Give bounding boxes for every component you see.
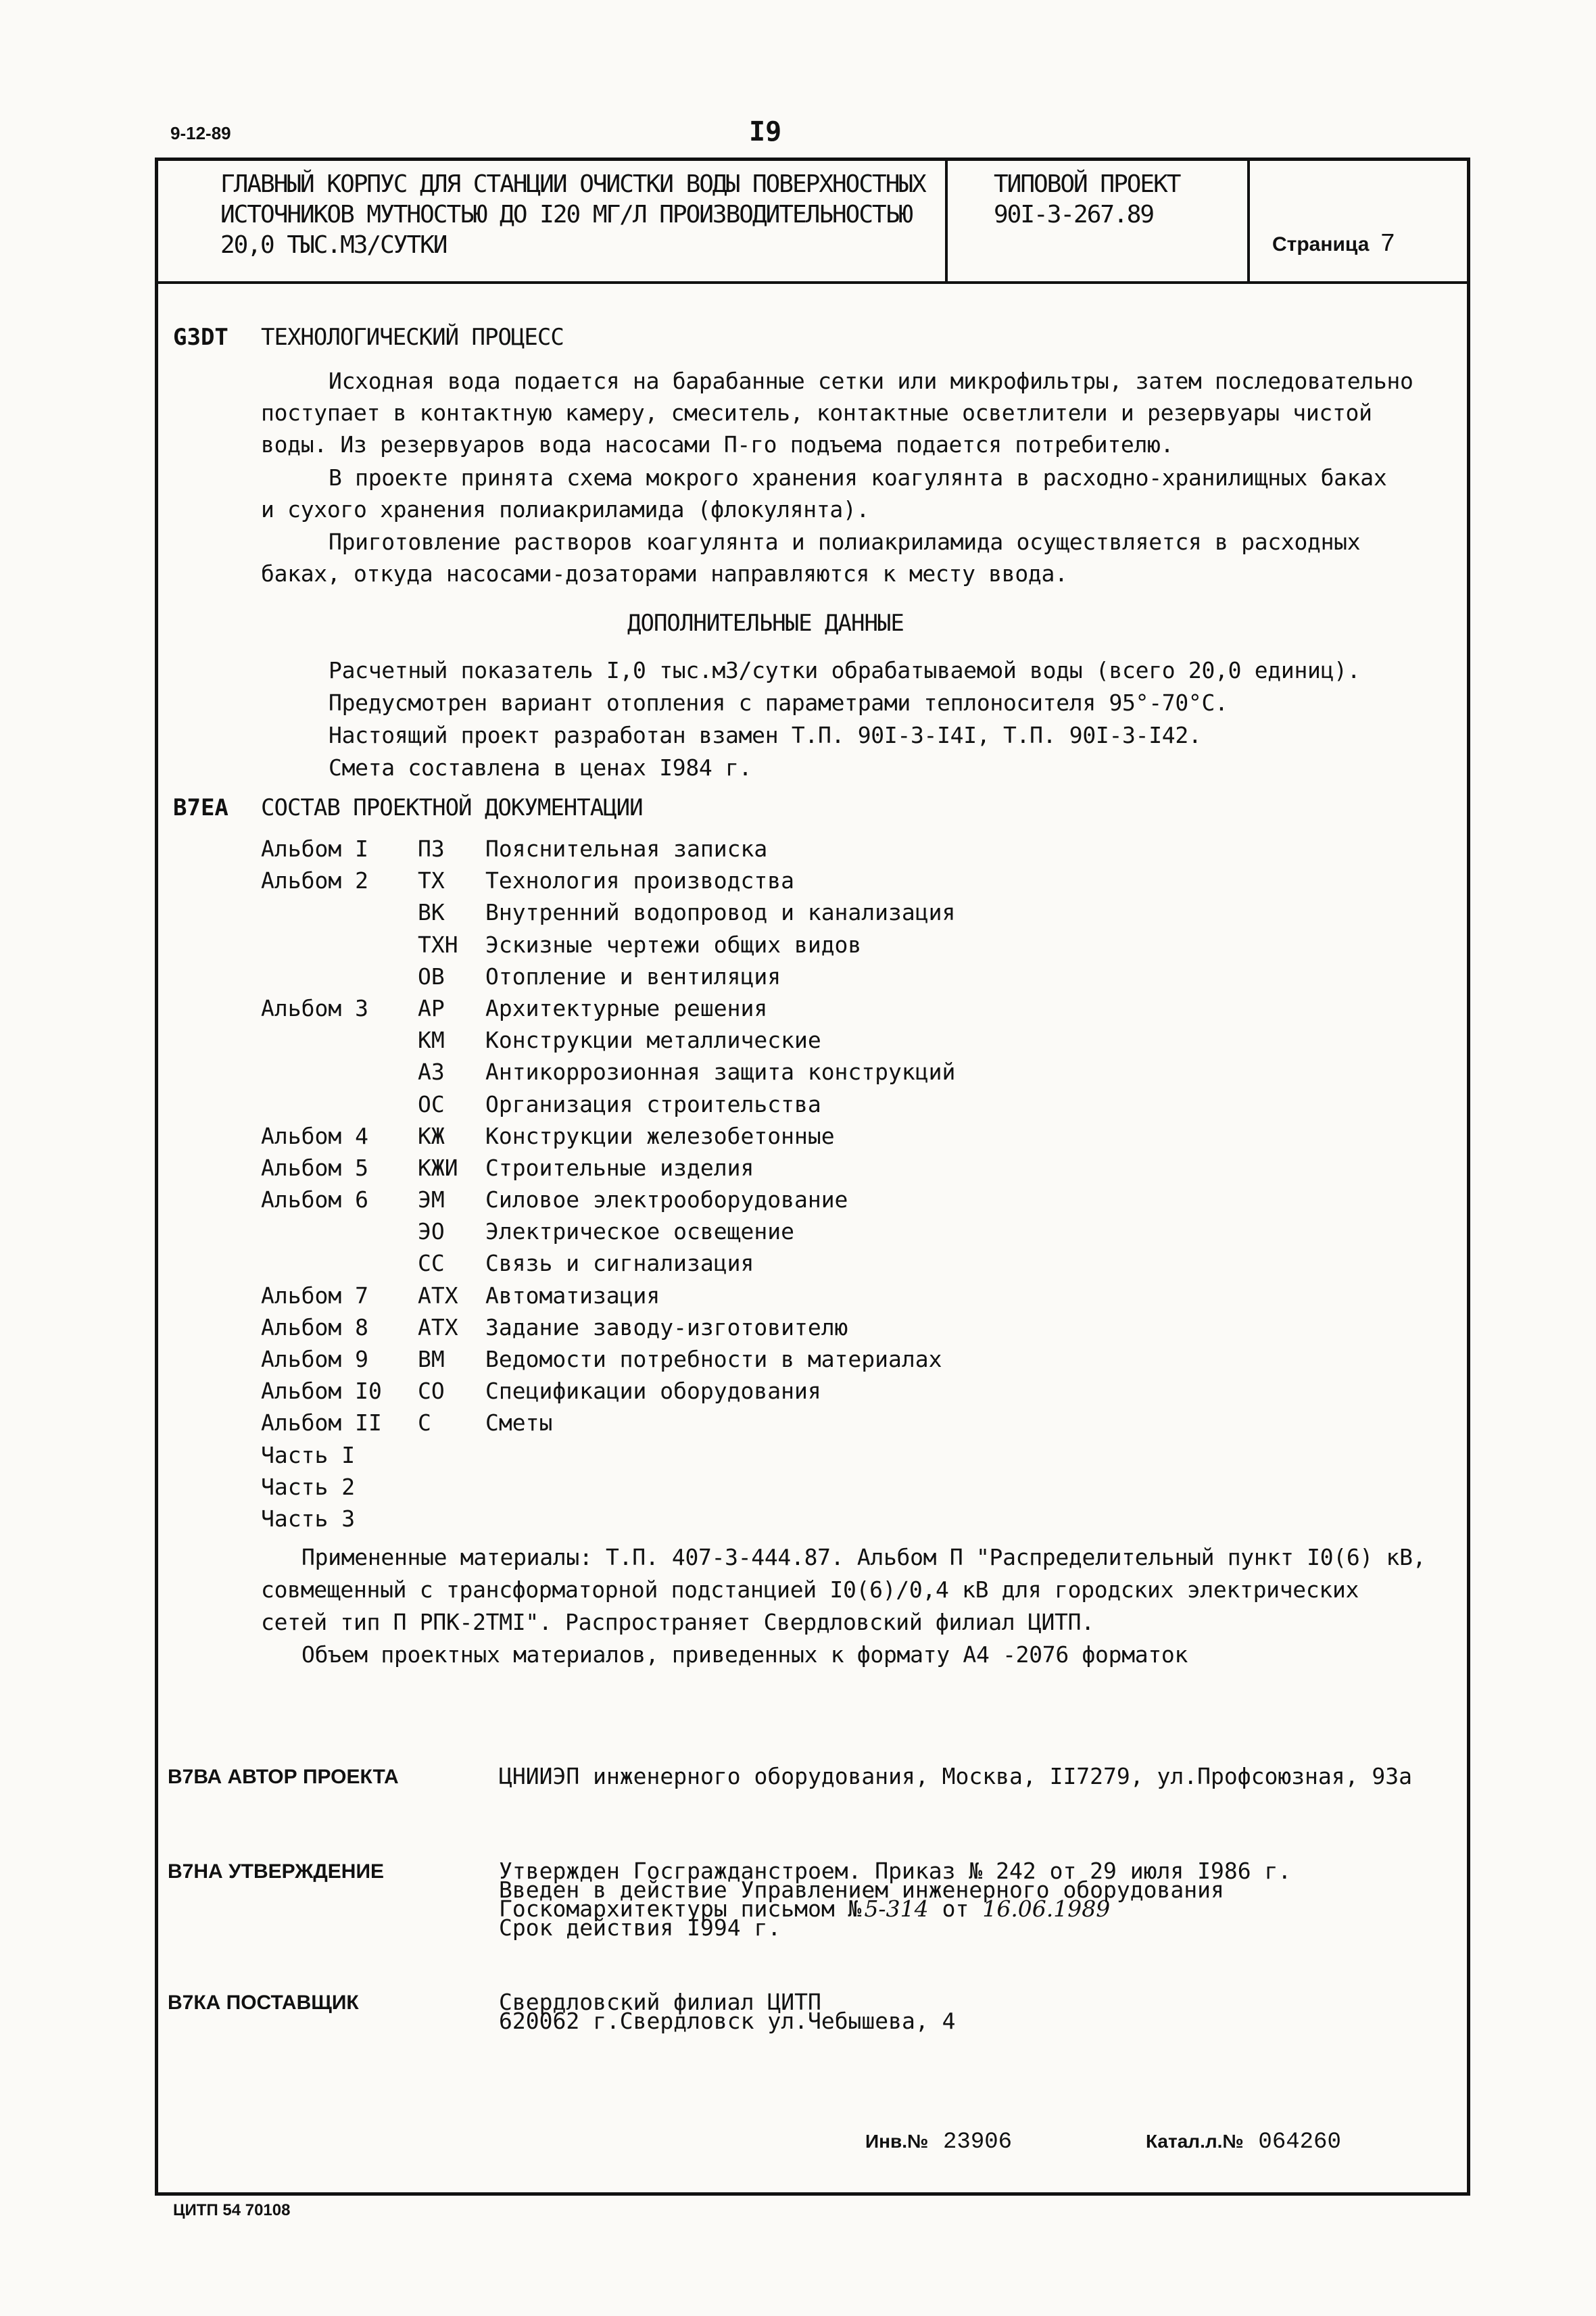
author-value: ЦНИИЭП инженерного оборудования, Москва, II7279, ул.Профсоюзная, 93а (499, 1763, 1413, 1789)
header-column-divider (945, 158, 948, 281)
sheet-number: I9 (749, 116, 782, 147)
paragraph-line: Исходная вода подается на барабанные сетки или микрофильтры, затем последовательно (329, 368, 1413, 394)
supplier-value: Свердловский филиал ЦИТП 620062 г.Свердловск ул.Чебышева, 4 (499, 1989, 956, 2034)
section-title-docs: СОСТАВ ПРОЕКТНОЙ ДОКУМЕНТАЦИИ (261, 794, 643, 821)
project-number: 90I-3-267.89 (994, 201, 1154, 228)
header-divider (155, 281, 1470, 284)
paragraph-line: Смета составлена в ценах I984 г. (329, 754, 752, 781)
paragraph-line: Предусмотрен вариант отопления с параметрами теплоносителя 95°-70°С. (329, 690, 1228, 716)
approval-label: В7НА УТВЕРЖДЕНИЕ (168, 1860, 385, 1883)
section-code: G3DT (173, 324, 228, 351)
handwritten-letter-number: 5-314 (864, 1896, 929, 1922)
approval-value: Утвержден Госгражданстроем. Приказ № 242 от 29 июля I986 г. Введен в действие Управлением инженерного оборудования Госкомархитектуры письмом № 5-314 от 16.06.1989 Срок действия I994 г. (499, 1858, 1292, 1941)
inventory-number: Инв.№ 23906 (865, 2129, 1013, 2155)
print-code: ЦИТП 54 70108 (173, 2201, 291, 2219)
handwritten-date: 16.06.1989 (982, 1896, 1111, 1922)
author-label: В7ВА АВТОР ПРОЕКТА (168, 1766, 399, 1788)
paragraph-line: совмещенный с трансформаторной подстанцией I0(6)/0,4 кВ для городских электрических (261, 1576, 1359, 1603)
section-code: В7ЕА (173, 794, 228, 821)
paragraph-line: Приготовление растворов коагулянта и полиакриламида осуществляется в расходных (329, 529, 1361, 555)
paragraph-line: Примененные материалы: Т.П. 407-3-444.87. Альбом П "Распределительный пункт I0(6) кВ, (301, 1544, 1426, 1570)
project-id (994, 169, 1180, 230)
supplier-label: В7КА ПОСТАВЩИК (168, 1992, 359, 2014)
top-date: 9-12-89 (170, 123, 231, 143)
catalog-number: Катал.л.№ 064260 (1146, 2129, 1341, 2155)
paragraph-line: воды. Из резервуаров вода насосами П-го подъема подается потребителю. (261, 431, 1174, 458)
page-indicator: Страница 7 (1272, 230, 1396, 259)
paragraph-line: В проекте принята схема мокрого хранения коагулянта в расходно-хранилищных баках (329, 464, 1387, 491)
paragraph-line: Расчетный показатель I,0 тыс.м3/сутки обрабатываемой воды (всего 20,0 единиц). (329, 657, 1361, 683)
document-title: ГЛАВНЫЙ КОРПУС ДЛЯ СТАНЦИИ ОЧИСТКИ ВОДЫ ПОВЕРХНОСТНЫХ ИСТОЧНИКОВ МУТНОСТЬЮ ДО I20 МГ/Л ПРОИЗВОДИТЕЛЬНОСТЬЮ 20,0 ТЫС.М3/СУТКИ (220, 170, 925, 259)
paragraph-line: поступает в контактную камеру, смеситель, контактные осветлители и резервуары чистой (261, 400, 1372, 426)
project-label: ТИПОВОЙ ПРОЕКТ (994, 170, 1180, 198)
header-column-divider (1247, 158, 1250, 281)
section-title-extra: ДОПОЛНИТЕЛЬНЫЕ ДАННЫЕ (627, 610, 904, 637)
paragraph-line: Настоящий проект разработан взамен Т.П. 90I-3-I4I, Т.П. 90I-3-I42. (329, 722, 1202, 748)
paragraph-line: и сухого хранения полиакриламида (флокулянта). (261, 496, 870, 523)
paragraph-line: сетей тип П РПК-2ТМI". Распространяет Свердловский филиал ЦИТП. (261, 1609, 1094, 1635)
paragraph-line: баках, откуда насосами-дозаторами направляются к месту ввода. (261, 560, 1068, 587)
paragraph-line: Объем проектных материалов, приведенных к формату А4 -2076 форматок (301, 1641, 1188, 1668)
section-title-tech: ТЕХНОЛОГИЧЕСКИЙ ПРОЦЕСС (261, 324, 564, 351)
